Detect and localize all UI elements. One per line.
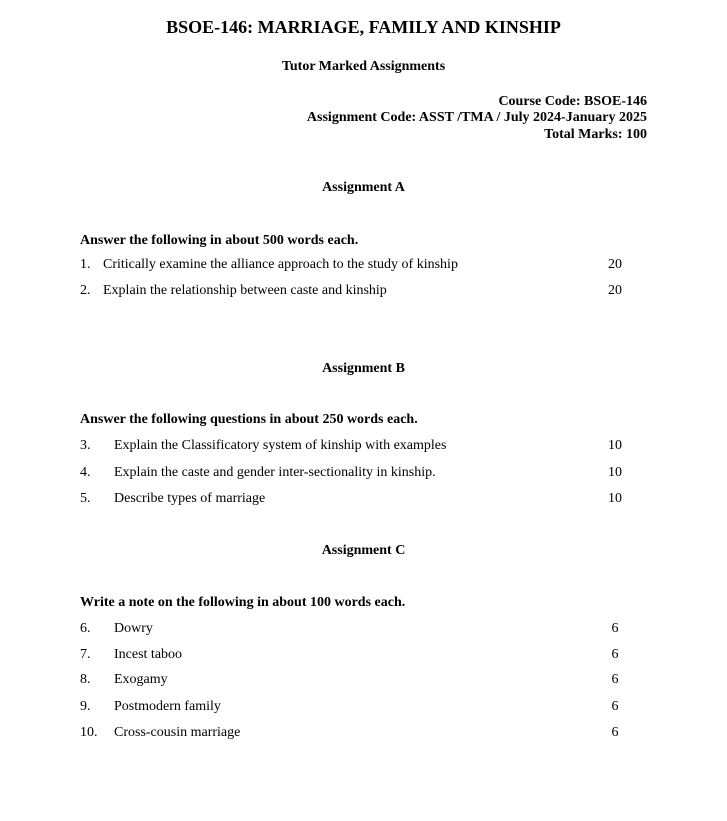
document-title: BSOE-146: MARRIAGE, FAMILY AND KINSHIP: [166, 17, 561, 37]
question-marks: 6: [611, 672, 619, 687]
question-text: Critically examine the alliance approach to the study of kinship: [103, 257, 458, 272]
question-text: Explain the relationship between caste and kinship: [103, 283, 387, 298]
question-number: 3.: [80, 438, 91, 453]
question-marks: 10: [608, 465, 622, 480]
question-marks: 6: [611, 725, 619, 740]
question-text: Explain the caste and gender inter-sectionality in kinship.: [114, 465, 436, 480]
section-instruction-a: Answer the following in about 500 words each.: [80, 233, 359, 248]
question-marks: 6: [611, 621, 619, 636]
section-instruction-b: Answer the following questions in about 250 words each.: [80, 412, 418, 427]
total-marks: Total Marks: 100: [544, 127, 647, 142]
question-text: Cross-cousin marriage: [114, 725, 241, 740]
question-marks: 20: [608, 257, 622, 272]
assignment-code: Assignment Code: ASST /TMA / July 2024-January 2025: [306, 110, 647, 125]
section-title-a: Assignment A: [322, 180, 405, 195]
question-text: Postmodern family: [114, 699, 221, 714]
question-marks: 6: [611, 699, 619, 714]
question-marks: 10: [608, 491, 622, 506]
question-text: Explain the Classificatory system of kinship with examples: [114, 438, 447, 453]
question-number: 2.: [80, 283, 91, 298]
course-code: Course Code: BSOE-146: [498, 94, 647, 109]
question-number: 8.: [80, 672, 91, 687]
question-number: 6.: [80, 621, 91, 636]
question-marks: 20: [608, 283, 622, 298]
question-number: 4.: [80, 465, 91, 480]
question-text: Dowry: [114, 621, 153, 636]
question-number: 10.: [80, 725, 98, 740]
question-text: Exogamy: [114, 672, 168, 687]
question-text: Describe types of marriage: [114, 491, 266, 506]
question-number: 7.: [80, 647, 91, 662]
question-marks: 10: [608, 438, 622, 453]
question-number: 9.: [80, 699, 91, 714]
section-title-c: Assignment C: [321, 543, 406, 558]
question-marks: 6: [611, 647, 619, 662]
section-instruction-c: Write a note on the following in about 100 words each.: [80, 595, 406, 610]
question-text: Incest taboo: [114, 647, 183, 662]
question-number: 1.: [80, 257, 91, 272]
section-title-b: Assignment B: [322, 361, 405, 376]
question-number: 5.: [80, 491, 91, 506]
document-subtitle: Tutor Marked Assignments: [281, 59, 446, 74]
